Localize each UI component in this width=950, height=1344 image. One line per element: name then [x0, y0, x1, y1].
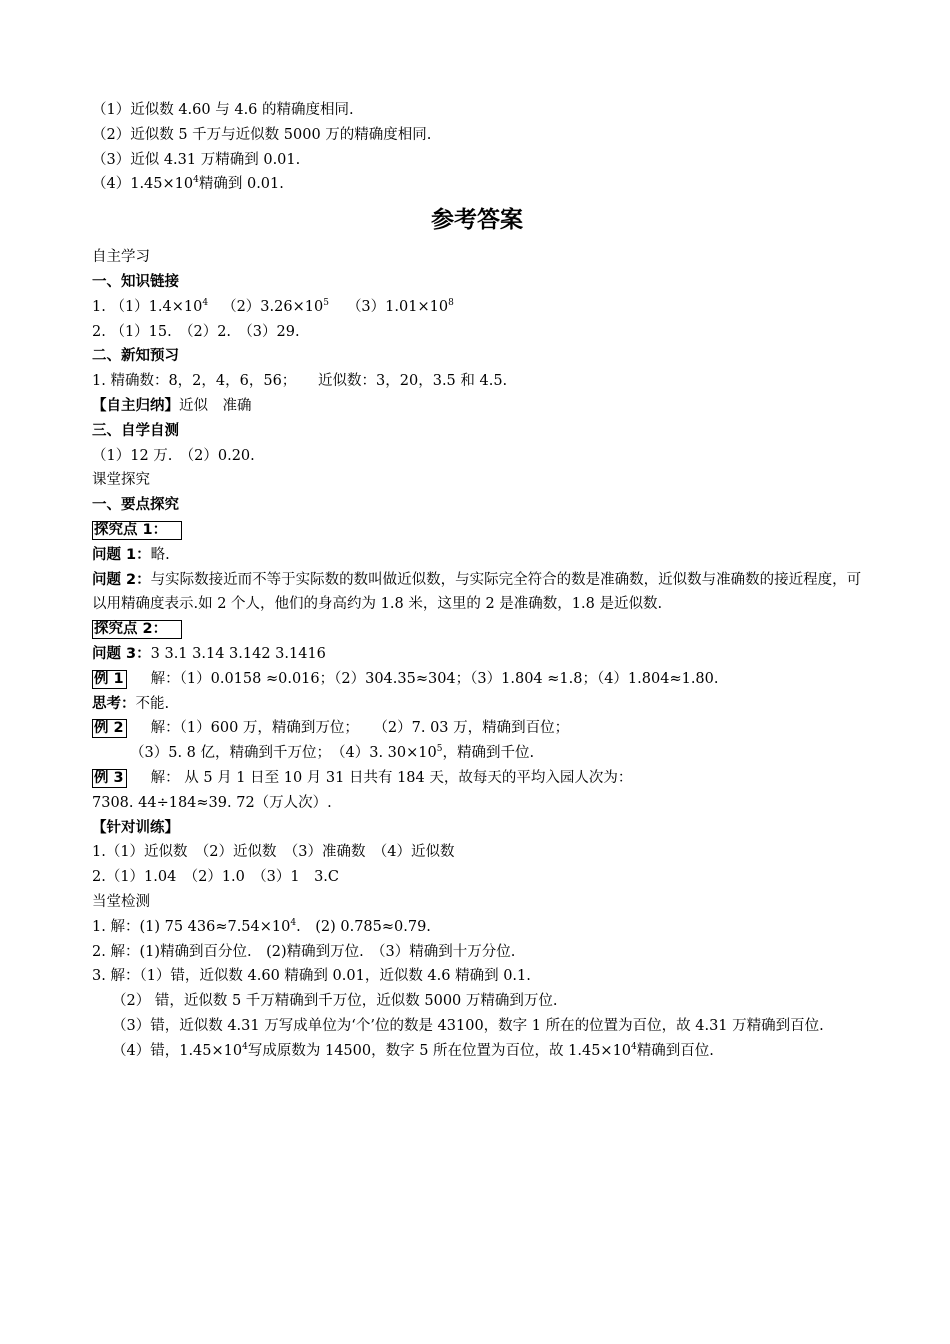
check-line-2: 2. 解：(1)精确到百分位. (2)精确到万位. （3）精确到十万分位.: [92, 943, 516, 960]
targeted-training-heading: 【针对训练】: [92, 819, 179, 836]
explore-point-2-box: 探究点 2：: [92, 620, 182, 639]
answer-line-2: 2. （1）15. （2）2. （3）29.: [92, 323, 300, 340]
self-summary-line: 【自主归纳】近似 准确: [92, 397, 252, 414]
explore-point-1-box: 探究点 1：: [92, 521, 182, 540]
section-heading-class-explore: 课堂探究: [92, 472, 150, 489]
check-line-3: 3. 解：（1）错，近似数 4.60 精确到 0.01，近似数 4.6 精确到 0.1.: [92, 968, 531, 985]
top-item-4: $(4)1.45\times 10^4$精确到 0.01.: [92, 175, 284, 193]
example-1-box: 例 1: [92, 670, 127, 689]
example-2-line-2: （3）5. 8 亿，精确到千万位； （4）3. $30\times 10^5$，精确到千位.: [130, 744, 535, 762]
example-1: 例 1 解：（1）0.0158 ≈0.016；（2）304.35≈304；（3）1.804 ≈1.8；（4）1.804≈1.80.: [94, 670, 719, 687]
section-heading-class-test: 当堂检测: [92, 893, 150, 910]
example-2-box: 例 2: [92, 719, 127, 738]
question-1: 问题 1：略.: [92, 546, 170, 563]
top-item-3: （3）近似 4.31 万精确到 0.01.: [92, 151, 301, 168]
example-2: 例 2 解：（1）600 万，精确到万位； （2）7. 03 万，精确到百位；: [94, 720, 570, 737]
top-item-1: （1）近似数 4.60 与 4.6 的精确度相同.: [92, 102, 354, 118]
check-line-3-3: （3）错，近似数 4.31 万写成单位为‘个’位的数是 43100，数字 1 所在的位置为百位，故 4.31 万精确到百位.: [112, 1017, 824, 1034]
explore-point-2: [92, 617, 862, 642]
training-line-2: 2.（1）1.04 （2）1.0 （3）1 3.C: [92, 869, 340, 886]
question-3: 问题 3：3 3.1 3.14 3.142 3.1416: [92, 645, 326, 662]
explore-point-1: [92, 518, 862, 543]
subheading-key-points: 一、要点探究: [92, 497, 179, 514]
subheading-new-knowledge: 二、新知预习: [92, 348, 179, 365]
training-line-1: 1.（1）近似数 （2）近似数 （3）准确数 （4）近似数: [92, 844, 455, 861]
check-line-1: 1. 解：(1) 75 $436\approx 7.54\times 10^4$. (2) 0.785≈0.79.: [92, 917, 431, 935]
check-line-3-2: （2） 错，近似数 5 千万精确到千万位，近似数 5000 万精确到万位.: [112, 993, 558, 1010]
question-2: 问题 2：与实际数接近而不等于实际数的数叫做近似数，与实际完全符合的数是准确数，近似数与准确数的接近程度，可以用精确度表示.如 2 个人，他们的身高约为 1.8 米，这里的 2 是准确数，1.8 是近似数.: [92, 571, 862, 613]
check-line-3-4: （4）错，$1.45\times 10^4$写成原数为 14500，数字 5 所在位置为百位，故 $1.45\times 10^4$精确到百位.: [112, 1041, 714, 1059]
example-3: 例 3 解： 从 5 月 1 日至 10 月 31 日共有 184 天，故每天的平均入园人次为：: [94, 769, 633, 786]
document-page: [92, 98, 862, 1063]
answer-line-3: 1. 精确数：8，2，4，6，56； 近似数：3，20，3.5 和 4.5.: [92, 373, 508, 390]
subheading-knowledge-link: 一、知识链接: [92, 273, 179, 290]
example-3-box: 例 3: [92, 769, 127, 788]
page-title: 参考答案: [431, 207, 523, 234]
section-heading-self-study: 自主学习: [92, 249, 150, 266]
answer-line-4: （1）12 万. （2）0.20.: [92, 447, 255, 464]
think-line: 思考：不能.: [92, 695, 170, 712]
example-3-line-2: 7308. 44÷184≈39. 72（万人次）.: [92, 794, 332, 811]
answer-line-1: 1. $(1)1.4\times 10^4$ $(2)3.26\times 10^5$ $(3)1.01\times 10^8$: [92, 297, 454, 315]
top-item-2: （2）近似数 5 千万与近似数 5000 万的精确度相同.: [92, 126, 432, 143]
subheading-self-test: 三、自学自测: [92, 422, 179, 439]
